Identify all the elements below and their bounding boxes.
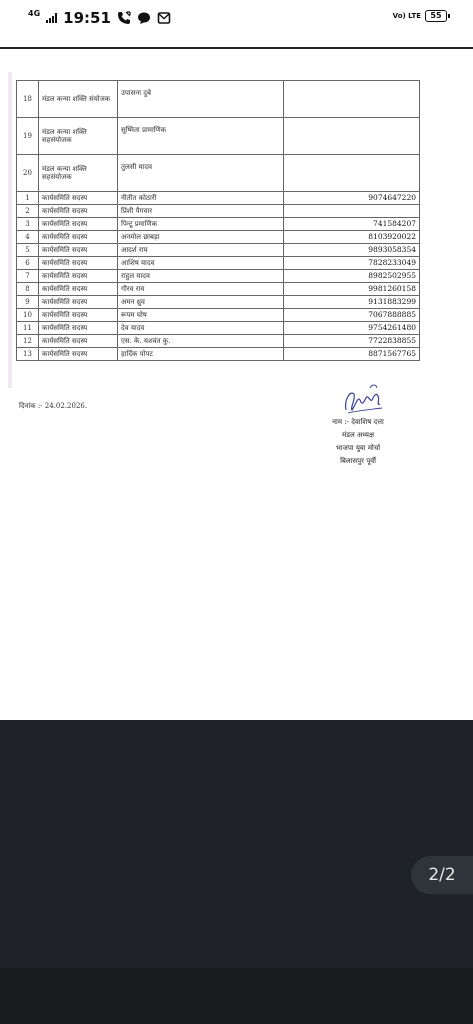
table-row [17,283,420,296]
table-row [17,335,420,348]
signatory-name: नाम :- देवाशिष दत्ता [332,418,384,426]
row-serial-number: 1 [17,192,39,205]
row-role: कार्यसमिति सदस्य [39,192,118,205]
row-role: कार्यसमिति सदस्य [39,244,118,257]
row-phone: 7067888885 [284,309,420,322]
row-member-name: प्रिंशी पैगवार [118,205,284,218]
row-role: कार्यसमिति सदस्य [39,257,118,270]
phone-call-icon [117,11,131,25]
table-row [17,81,420,118]
row-role: कार्यसमिति सदस्य [39,348,118,361]
row-serial-number: 9 [17,296,39,309]
row-role: कार्यसमिति सदस्य [39,205,118,218]
clock: 19:51 [63,9,111,27]
status-bar [0,0,473,38]
row-member-name: आदर्श राय [118,244,284,257]
row-phone: 8982502955 [284,270,420,283]
signal-icon [46,13,57,23]
row-member-name: रूपम घोष [118,309,284,322]
row-member-name: नीतीत कोठारी [118,192,284,205]
navigation-bar [0,968,473,1024]
network-type: 4G [28,9,41,18]
row-phone: 9754261480 [284,322,420,335]
page-edge [8,72,12,388]
viewer-top-divider [0,38,473,50]
signatory-org: भाजपा युवा मोर्चा [335,444,381,452]
row-member-name: उपासना दुबे [118,81,284,118]
row-member-name: अनमोल छाबड़ा [118,231,284,244]
row-member-name: पिन्टू प्रमाणिक [118,218,284,231]
page-indicator: 2/2 [411,856,473,894]
row-phone: 9981260158 [284,283,420,296]
chat-icon [137,11,151,25]
table-row [17,296,420,309]
row-role: कार्यसमिति सदस्य [39,296,118,309]
row-member-name: एस. के. यशवंत कु. [118,335,284,348]
status-right [393,10,447,22]
row-role: कार्यसमिति सदस्य [39,335,118,348]
table-row [17,231,420,244]
row-role: कार्यसमिति सदस्य [39,309,118,322]
row-phone [284,81,420,118]
row-member-name: राहुल यादव [118,270,284,283]
table-row [17,322,420,335]
document-page[interactable] [0,50,473,720]
row-member-name: अमन ध्रुव [118,296,284,309]
table-row [17,270,420,283]
row-phone: 7722838855 [284,335,420,348]
member-table-body [17,81,420,361]
row-serial-number: 3 [17,218,39,231]
row-serial-number: 10 [17,309,39,322]
signatory-area: बिलासपुर पूर्वी [340,457,376,465]
table-row [17,192,420,205]
table-row [17,155,420,192]
row-phone: 8871567765 [284,348,420,361]
signatory-block [318,416,398,468]
table-row [17,309,420,322]
row-role: मंडल कन्या शक्ति सहसंयोजक [39,118,118,155]
volte-indicator: Vo) LTE [392,11,421,20]
row-phone [284,118,420,155]
table-row [17,205,420,218]
row-serial-number: 19 [17,118,39,155]
signature [340,380,386,420]
signatory-designation: मंडल अध्यक्ष [342,431,374,439]
row-serial-number: 8 [17,283,39,296]
row-member-name: देव यादव [118,322,284,335]
row-serial-number: 7 [17,270,39,283]
row-member-name: आशिष यादव [118,257,284,270]
row-phone: 9893058354 [284,244,420,257]
row-phone: 8103920022 [284,231,420,244]
row-phone: 741584207 [284,218,420,231]
member-table [16,80,420,361]
row-serial-number: 20 [17,155,39,192]
row-serial-number: 11 [17,322,39,335]
table-row [17,257,420,270]
table-row [17,218,420,231]
table-row [17,348,420,361]
battery-icon: 55 [425,10,447,22]
status-left [28,9,171,27]
row-serial-number: 4 [17,231,39,244]
row-role: मंडल कन्या शक्ति संयोजक [39,81,118,118]
row-role: कार्यसमिति सदस्य [39,322,118,335]
row-serial-number: 6 [17,257,39,270]
row-serial-number: 2 [17,205,39,218]
row-phone: 9131883299 [284,296,420,309]
row-role: मंडल कन्या शक्ति सहसंयोजक [39,155,118,192]
document-date: दिनांक :- 24.02.2026. [19,402,88,410]
row-role: कार्यसमिति सदस्य [39,218,118,231]
row-role: कार्यसमिति सदस्य [39,270,118,283]
row-role: कार्यसमिति सदस्य [39,283,118,296]
mail-notification-icon [157,11,171,25]
row-member-name: सुष्मिता प्रामाणिक [118,118,284,155]
row-serial-number: 13 [17,348,39,361]
row-phone: 9074647220 [284,192,420,205]
table-row [17,244,420,257]
row-serial-number: 5 [17,244,39,257]
row-phone [284,205,420,218]
row-serial-number: 12 [17,335,39,348]
table-row [17,118,420,155]
row-serial-number: 18 [17,81,39,118]
row-phone: 7828233049 [284,257,420,270]
row-role: कार्यसमिति सदस्य [39,231,118,244]
row-member-name: तुलसी यादव [118,155,284,192]
row-member-name: हार्दिक पोपट [118,348,284,361]
row-phone [284,155,420,192]
row-member-name: गौरव राव [118,283,284,296]
